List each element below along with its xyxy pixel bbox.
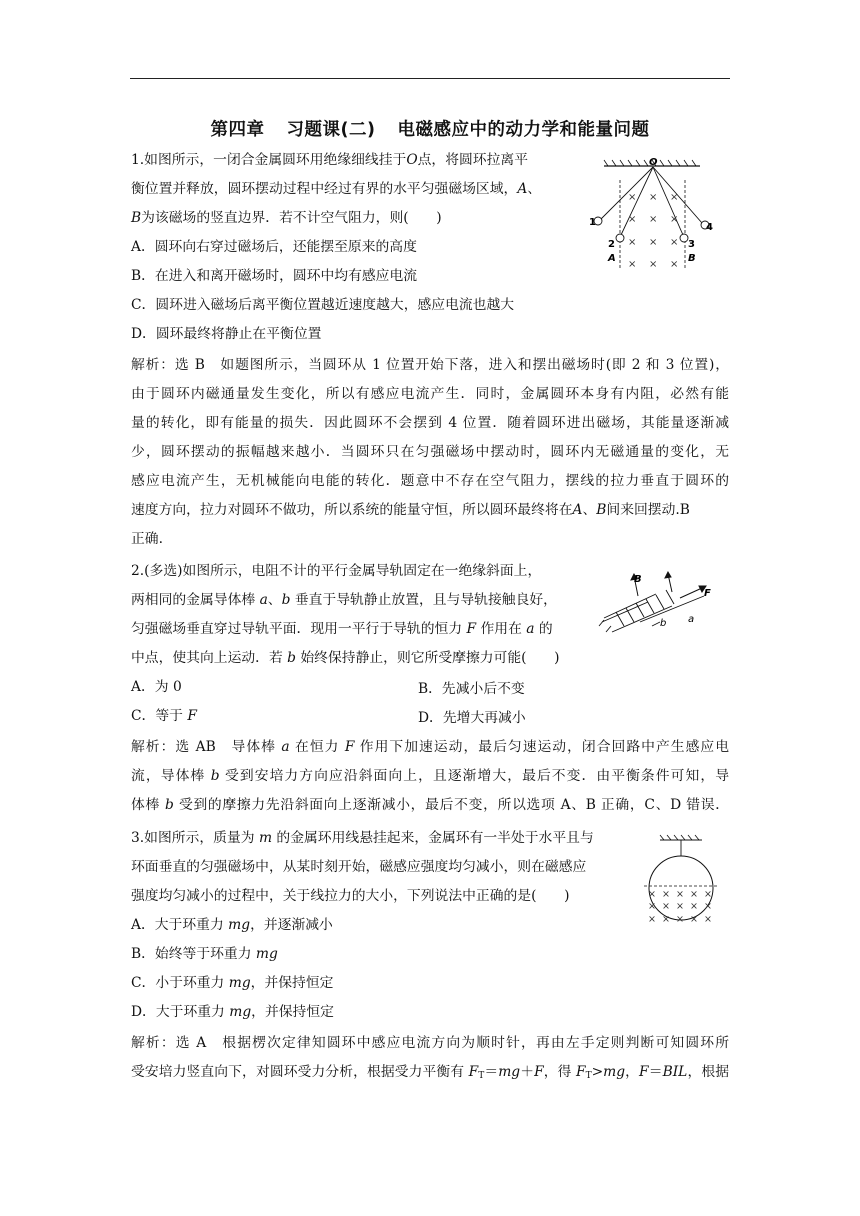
q3-analysis-line-2: 受安培力竖直向下，对圆环受力分析，根据受力平衡有 $F_T=mg+F$，得 $F_T>mg$，F＝BIL，根据 xyxy=(131,1064,730,1081)
svg-text:×: × xyxy=(670,259,679,270)
q2-option-d: D．先增大再减小 xyxy=(418,710,526,726)
q2-stem-line-2: 两相同的金属导体棒 a、b 垂直于导轨静止放置，且与导轨接触良好， xyxy=(131,592,557,608)
lesson-label: 习题课(二) xyxy=(286,120,376,140)
svg-text:×: × xyxy=(670,192,679,203)
svg-text:×: × xyxy=(690,914,698,925)
q1-analysis-line-7: 正确. xyxy=(131,531,163,547)
position-4-label: 4 xyxy=(706,222,713,233)
boundary-a-label: A xyxy=(608,253,616,264)
q3-figure xyxy=(640,834,722,926)
q3-stem-line-1: 3.如图所示，质量为 m 的金属环用线悬挂起来，金属环有一半处于水平且与 xyxy=(131,830,594,846)
force-f-label: F xyxy=(704,588,711,599)
rod-a-label: a xyxy=(688,614,695,625)
q1-option-b: B．在进入和离开磁场时，圆环中均有感应电流 xyxy=(131,268,418,284)
topic-label: 电磁感应中的动力学和能量问题 xyxy=(397,120,650,140)
q1-analysis-line-2: 由于圆环内磁通量发生变化，所以有感应电流产生．同时，金属圆环本身有内阻，必然有能 xyxy=(131,386,729,402)
q3-option-d: D．大于环重力 mg，并保持恒定 xyxy=(131,1004,334,1020)
q1-stem-line-3: B为该磁场的竖直边界．若不计空气阻力，则( ) xyxy=(131,210,442,226)
svg-text:×: × xyxy=(648,914,656,925)
q1-option-c: C．圆环进入磁场后离平衡位置越近速度越大，感应电流也越大 xyxy=(131,297,515,313)
q2-analysis-line-1: 解析：选 AB 导体棒 a 在恒力 F 作用下加速运动，最后匀速运动，闭合回路中产生感应电 xyxy=(131,739,729,755)
q2-stem-line-4: 中点，使其向上运动．若 b 始终保持静止，则它所受摩擦力可能( ) xyxy=(131,650,560,666)
q2-stem-line-3: 匀强磁场垂直穿过导轨平面．现用一平行于导轨的恒力 F 作用在 a 的 xyxy=(131,621,553,637)
svg-text:×: × xyxy=(648,901,656,912)
svg-text:×: × xyxy=(676,889,684,900)
field-marks xyxy=(648,889,712,925)
svg-text:×: × xyxy=(704,901,712,912)
pivot-label: O xyxy=(649,157,658,168)
field-b-label: B xyxy=(634,574,642,585)
svg-text:×: × xyxy=(649,214,658,225)
q1-stem-line-1: 1.如图所示，一闭合金属圆环用绝缘细线挂于O点，将圆环拉离平 xyxy=(131,152,528,168)
svg-text:×: × xyxy=(676,914,684,925)
svg-text:×: × xyxy=(704,889,712,900)
q1-option-a: A．圆环向右穿过磁场后，还能摆至原来的高度 xyxy=(131,239,417,255)
svg-text:×: × xyxy=(662,889,670,900)
q2-figure xyxy=(596,566,718,638)
svg-text:×: × xyxy=(670,237,679,248)
svg-text:×: × xyxy=(670,214,679,225)
q2-analysis-line-3: 体棒 b 受到的摩擦力先沿斜面向上逐渐减小，最后不变，所以选项 A、B 正确，C、D 错误． xyxy=(131,797,730,813)
q3-stem-line-2: 环面垂直的匀强磁场中，从某时刻开始，磁感应强度均匀减小，则在磁感应 xyxy=(131,859,587,875)
svg-text:×: × xyxy=(704,914,712,925)
svg-text:×: × xyxy=(690,889,698,900)
q1-option-d: D．圆环最终将静止在平衡位置 xyxy=(131,326,322,342)
svg-text:×: × xyxy=(628,192,637,203)
q1-figure xyxy=(588,152,718,274)
q2-stem-line-1: 2.(多选)如图所示，电阻不计的平行金属导轨固定在一绝缘斜面上， xyxy=(131,563,542,579)
q1-analysis-line-4: 少，圆环摆动的振幅越来越小．当圆环只在匀强磁场中摆动时，圆环内无磁通量的变化，无 xyxy=(131,444,729,460)
position-3-label: 3 xyxy=(688,239,695,250)
svg-text:×: × xyxy=(628,214,637,225)
svg-text:×: × xyxy=(649,237,658,248)
boundary-b-label: B xyxy=(688,253,696,264)
q3-stem-line-3: 强度均匀减小的过程中，关于线拉力的大小，下列说法中正确的是( ) xyxy=(131,888,570,904)
svg-text:×: × xyxy=(676,901,684,912)
q1-analysis-line-5: 感应电流产生，无机械能向电能的转化．题意中不存在空气阻力，摆线的拉力垂直于圆环的 xyxy=(131,473,729,489)
q1-analysis-line-3: 量的转化，即有能量的损失．因此圆环不会摆到 4 位置．随着圆环进出磁场，其能量逐渐减 xyxy=(131,415,730,431)
q2-option-a: A．为 0 xyxy=(131,679,182,695)
chapter-label: 第四章 xyxy=(210,120,265,140)
svg-text:×: × xyxy=(649,259,658,270)
svg-text:×: × xyxy=(662,901,670,912)
svg-text:×: × xyxy=(628,237,637,248)
rod-b-label: b xyxy=(660,618,667,629)
position-2-label: 2 xyxy=(608,239,615,250)
q3-analysis-line-1: 解析：选 A 根据楞次定律知圆环中感应电流方向为顺时针，再由左手定则判断可知圆环所 xyxy=(131,1035,729,1051)
svg-text:×: × xyxy=(649,192,658,203)
svg-text:×: × xyxy=(690,901,698,912)
position-1-label: 1 xyxy=(589,217,596,228)
header-rule xyxy=(130,78,730,79)
page-title xyxy=(130,116,730,141)
q2-option-b: B．先减小后不变 xyxy=(418,681,525,697)
q3-option-c: C．小于环重力 mg，并保持恒定 xyxy=(131,975,334,991)
q2-analysis-line-2: 流，导体棒 b 受到安培力方向应沿斜面向上，且逐渐增大，最后不变．由平衡条件可知，导 xyxy=(131,768,729,784)
q1-stem-line-2: 衡位置并释放，圆环摆动过程中经过有界的水平匀强磁场区域，A、 xyxy=(131,181,542,197)
svg-text:×: × xyxy=(628,259,637,270)
q3-option-a: A．大于环重力 mg，并逐渐减小 xyxy=(131,917,333,933)
svg-text:×: × xyxy=(662,914,670,925)
q2-option-c: C．等于 F xyxy=(131,708,197,724)
q3-option-b: B．始终等于环重力 mg xyxy=(131,946,278,962)
svg-text:×: × xyxy=(648,889,656,900)
q1-analysis-line-1: 解析：选 B 如题图所示，当圆环从 1 位置开始下落，进入和摆出磁场时(即 2 和 3 位置)， xyxy=(131,357,729,373)
q1-analysis-line-6: 速度方向，拉力对圆环不做功，所以系统的能量守恒，所以圆环最终将在A、B间来回摆动.B xyxy=(131,502,690,518)
